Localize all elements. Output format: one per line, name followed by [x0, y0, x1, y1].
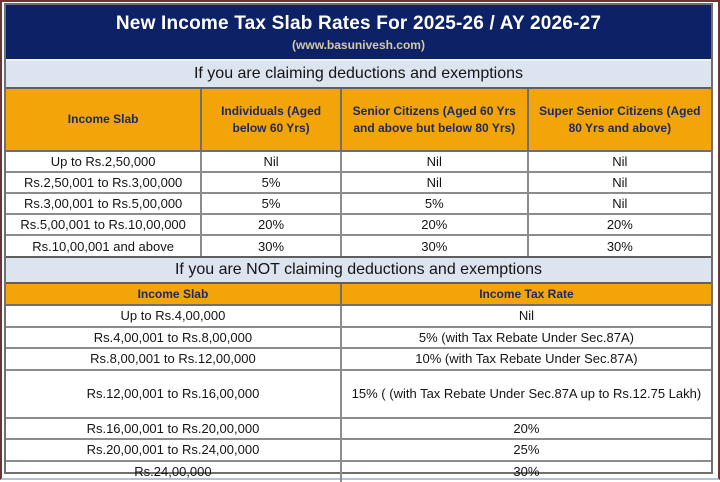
income-slab-cell: Rs.24,00,000 — [6, 461, 341, 482]
page-title: New Income Tax Slab Rates For 2025-26 / AY 2026-27 — [115, 12, 602, 34]
income-slab-cell: Rs.4,00,001 to Rs.8,00,000 — [6, 327, 341, 349]
rate-cell: 5% (with Tax Rebate Under Sec.87A) — [341, 327, 711, 349]
website-url: (www.basunivesh.com) — [292, 37, 425, 52]
header-row — [6, 284, 711, 305]
rate-cell: 20% — [341, 214, 528, 235]
rate-cell: Nil — [528, 172, 711, 193]
old-regime-table-header — [6, 89, 711, 151]
table-row — [6, 305, 711, 327]
table-row — [6, 439, 711, 461]
rate-cell: Nil — [528, 151, 711, 172]
column-header-super-senior-citizens: Super Senior Citizens (Aged 80 Yrs and above) — [528, 89, 711, 151]
new-regime-table — [6, 284, 711, 482]
new-regime-table-body — [6, 305, 711, 482]
column-header-income-slab: Income Slab — [6, 284, 341, 305]
title-block — [6, 5, 711, 61]
rate-cell: 5% — [201, 193, 341, 214]
table-row — [6, 235, 711, 256]
column-header-income-slab: Income Slab — [6, 89, 201, 151]
income-slab-cell: Rs.20,00,001 to Rs.24,00,000 — [6, 439, 341, 461]
table-row — [6, 327, 711, 349]
table-row — [6, 151, 711, 172]
table-row — [6, 193, 711, 214]
income-slab-cell: Rs.16,00,001 to Rs.20,00,000 — [6, 418, 341, 440]
rate-cell: 30% — [341, 461, 711, 482]
income-slab-cell: Rs.10,00,001 and above — [6, 235, 201, 256]
new-regime-table-header — [6, 284, 711, 305]
income-slab-cell: Up to Rs.4,00,000 — [6, 305, 341, 327]
table-row — [6, 418, 711, 440]
old-regime-table-body — [6, 151, 711, 256]
rate-cell: 5% — [201, 172, 341, 193]
rate-cell: 25% — [341, 439, 711, 461]
rate-cell: Nil — [341, 151, 528, 172]
table-row — [6, 172, 711, 193]
income-slab-cell: Rs.5,00,001 to Rs.10,00,000 — [6, 214, 201, 235]
rate-cell: 30% — [201, 235, 341, 256]
table-row — [6, 370, 711, 418]
header-row — [6, 89, 711, 151]
income-slab-cell: Rs.8,00,001 to Rs.12,00,000 — [6, 348, 341, 370]
section-heading-claiming-deductions: If you are claiming deductions and exemptions — [6, 61, 711, 89]
column-header-income-tax-rate: Income Tax Rate — [341, 284, 711, 305]
rate-cell: 30% — [528, 235, 711, 256]
rate-cell: 20% — [341, 418, 711, 440]
table-row — [6, 461, 711, 482]
table-frame — [4, 3, 713, 479]
rate-cell: 15% ( (with Tax Rebate Under Sec.87A up to Rs.12.75 Lakh) — [341, 370, 711, 418]
rate-cell: 20% — [201, 214, 341, 235]
old-regime-table — [6, 89, 711, 256]
income-slab-cell: Up to Rs.2,50,000 — [6, 151, 201, 172]
income-slab-cell: Rs.3,00,001 to Rs.5,00,000 — [6, 193, 201, 214]
rate-cell: 20% — [528, 214, 711, 235]
rate-cell: 5% — [341, 193, 528, 214]
rate-cell: Nil — [528, 193, 711, 214]
rate-cell: 10% (with Tax Rebate Under Sec.87A) — [341, 348, 711, 370]
column-header-senior-citizens: Senior Citizens (Aged 60 Yrs and above but below 80 Yrs) — [341, 89, 528, 151]
income-slab-cell: Rs.2,50,001 to Rs.3,00,000 — [6, 172, 201, 193]
section-heading-not-claiming-deductions: If you are NOT claiming deductions and exemptions — [6, 256, 711, 284]
table-row — [6, 214, 711, 235]
rate-cell: 30% — [341, 235, 528, 256]
rate-cell: Nil — [341, 172, 528, 193]
column-header-individuals: Individuals (Aged below 60 Yrs) — [201, 89, 341, 151]
rate-cell: Nil — [201, 151, 341, 172]
income-slab-cell: Rs.12,00,001 to Rs.16,00,000 — [6, 370, 341, 418]
table-row — [6, 348, 711, 370]
rate-cell: Nil — [341, 305, 711, 327]
